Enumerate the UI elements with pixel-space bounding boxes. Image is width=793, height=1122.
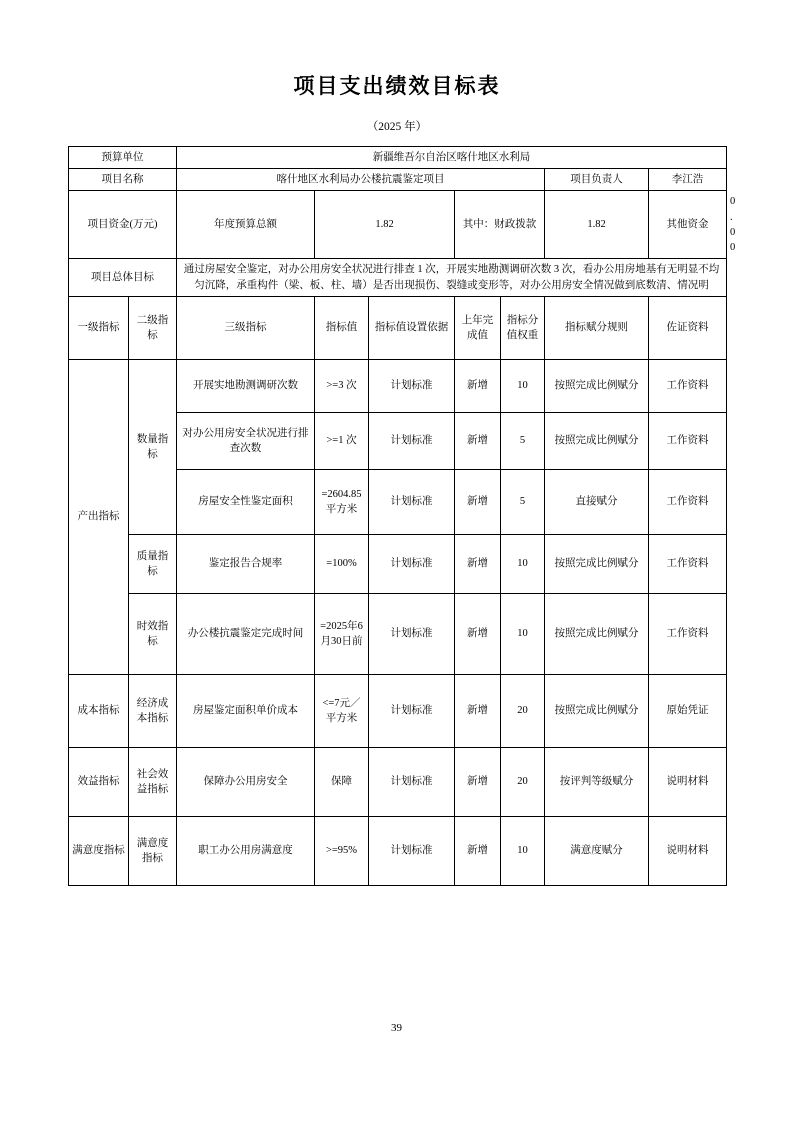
- unit-value: 新疆维吾尔自治区喀什地区水利局: [177, 147, 727, 169]
- cell-value: =100%: [315, 534, 369, 593]
- cell-l1: 产出指标: [69, 359, 129, 674]
- cell-value: >=95%: [315, 816, 369, 885]
- funds-label: 项目资金(万元): [69, 191, 177, 259]
- among-which-value: 1.82: [545, 191, 649, 259]
- cell-rule: 按照完成比例赋分: [545, 359, 649, 412]
- cell-evidence: 工作资料: [649, 469, 727, 534]
- cell-weight: 20: [501, 674, 545, 747]
- cell-basis: 计划标准: [369, 747, 455, 816]
- cell-evidence: 说明材料: [649, 747, 727, 816]
- header-value: 指标值: [315, 296, 369, 359]
- table-header-row: [69, 296, 727, 359]
- cell-l3: 办公楼抗震鉴定完成时间: [177, 593, 315, 674]
- cell-weight: 10: [501, 359, 545, 412]
- cell-l3: 对办公用房安全状况进行排查次数: [177, 412, 315, 469]
- table-row-project-name: [69, 169, 727, 191]
- cell-rule: 直接赋分: [545, 469, 649, 534]
- cell-basis: 计划标准: [369, 593, 455, 674]
- cell-basis: 计划标准: [369, 534, 455, 593]
- cell-last-year: 新增: [455, 359, 501, 412]
- table-row: [69, 359, 727, 412]
- cell-l2: 时效指标: [129, 593, 177, 674]
- cell-last-year: 新增: [455, 674, 501, 747]
- cell-value: >=1 次: [315, 412, 369, 469]
- header-l2: 二级指标: [129, 296, 177, 359]
- cell-l1: 成本指标: [69, 674, 129, 747]
- cell-l2: 经济成本指标: [129, 674, 177, 747]
- header-evidence: 佐证资料: [649, 296, 727, 359]
- among-which-label: 其中：财政拨款: [455, 191, 545, 259]
- cell-l1: 效益指标: [69, 747, 129, 816]
- cell-evidence: 说明材料: [649, 816, 727, 885]
- cell-evidence: 原始凭证: [649, 674, 727, 747]
- page-title: 项目支出绩效目标表: [293, 74, 501, 98]
- project-name-label: 项目名称: [69, 169, 177, 191]
- cell-last-year: 新增: [455, 412, 501, 469]
- cell-rule: 满意度赋分: [545, 816, 649, 885]
- table-row: [69, 816, 727, 885]
- cell-l3: 保障办公用房安全: [177, 747, 315, 816]
- cell-rule: 按照完成比例赋分: [545, 674, 649, 747]
- cell-rule: 按照完成比例赋分: [545, 412, 649, 469]
- table-row: [69, 674, 727, 747]
- table-row-overall-goal: [69, 259, 727, 296]
- cell-evidence: 工作资料: [649, 412, 727, 469]
- cell-basis: 计划标准: [369, 412, 455, 469]
- header-rule: 指标赋分规则: [545, 296, 649, 359]
- cell-weight: 10: [501, 593, 545, 674]
- cell-last-year: 新增: [455, 534, 501, 593]
- document-content: [68, 70, 736, 886]
- cell-value: <=7元／平方米: [315, 674, 369, 747]
- overall-goal-label: 项目总体目标: [69, 259, 177, 296]
- cell-basis: 计划标准: [369, 359, 455, 412]
- page-number: 39: [391, 1022, 402, 1034]
- header-l3: 三级指标: [177, 296, 315, 359]
- cell-last-year: 新增: [455, 469, 501, 534]
- cell-value: =2025年6月30日前: [315, 593, 369, 674]
- cell-value: >=3 次: [315, 359, 369, 412]
- cell-weight: 5: [501, 412, 545, 469]
- cell-l3: 职工办公用房满意度: [177, 816, 315, 885]
- cell-rule: 按评判等级赋分: [545, 747, 649, 816]
- performance-target-table: [68, 146, 736, 886]
- cell-rule: 按照完成比例赋分: [545, 593, 649, 674]
- cell-basis: 计划标准: [369, 816, 455, 885]
- cell-l3: 房屋鉴定面积单价成本: [177, 674, 315, 747]
- other-funds-cell: [649, 191, 727, 259]
- annual-total-label: 年度预算总额: [177, 191, 315, 259]
- table-row: [69, 534, 727, 593]
- cell-l2: 数量指标: [129, 359, 177, 534]
- cell-l2: 满意度指标: [129, 816, 177, 885]
- annual-total-value: 1.82: [315, 191, 455, 259]
- cell-last-year: 新增: [455, 593, 501, 674]
- owner-value: 李江浩: [649, 169, 727, 191]
- cell-weight: 10: [501, 534, 545, 593]
- cell-rule: 按照完成比例赋分: [545, 534, 649, 593]
- cell-l3: 房屋安全性鉴定面积: [177, 469, 315, 534]
- table-row: [69, 747, 727, 816]
- cell-weight: 20: [501, 747, 545, 816]
- cell-l3: 鉴定报告合规率: [177, 534, 315, 593]
- header-last-year: 上年完成值: [455, 296, 501, 359]
- cell-last-year: 新增: [455, 747, 501, 816]
- cell-l3: 开展实地勘测调研次数: [177, 359, 315, 412]
- cell-basis: 计划标准: [369, 469, 455, 534]
- cell-evidence: 工作资料: [649, 593, 727, 674]
- project-name-value: 喀什地区水利局办公楼抗震鉴定项目: [177, 169, 545, 191]
- cell-last-year: 新增: [455, 816, 501, 885]
- cell-weight: 5: [501, 469, 545, 534]
- header-basis: 指标值设置依据: [369, 296, 455, 359]
- table-row-unit: [69, 147, 727, 169]
- page-subtitle: （2025 年）: [366, 121, 428, 133]
- cell-value: =2604.85 平方米: [315, 469, 369, 534]
- other-funds-label: 其他资金: [666, 219, 709, 231]
- header-l1: 一级指标: [69, 296, 129, 359]
- overall-goal-value: 通过房屋安全鉴定，对办公用房安全状况进行排查 1 次，开展实地勘测调研次数 3 次，看办公用房地基有无明显不均匀沉降，承重构件（梁、板、柱、墙）是否出现损伤、裂缝或变形等，对办公用房安全情况做到底数清、情况明: [177, 259, 727, 296]
- cell-l1: 满意度指标: [69, 816, 129, 885]
- cell-value: 保障: [315, 747, 369, 816]
- table-row-funds: 项目资金(万元) 年度预算总额 1.82 其中：财政拨款 1.82 其他资金 0.00: [69, 191, 727, 259]
- header-weight: 指标分值权重: [501, 296, 545, 359]
- table-row: [69, 593, 727, 674]
- cell-evidence: 工作资料: [649, 359, 727, 412]
- unit-label: 预算单位: [69, 147, 177, 169]
- cell-l2: 质量指标: [129, 534, 177, 593]
- cell-basis: 计划标准: [369, 674, 455, 747]
- cell-evidence: 工作资料: [649, 534, 727, 593]
- owner-label: 项目负责人: [545, 169, 649, 191]
- cell-weight: 10: [501, 816, 545, 885]
- cell-l2: 社会效益指标: [129, 747, 177, 816]
